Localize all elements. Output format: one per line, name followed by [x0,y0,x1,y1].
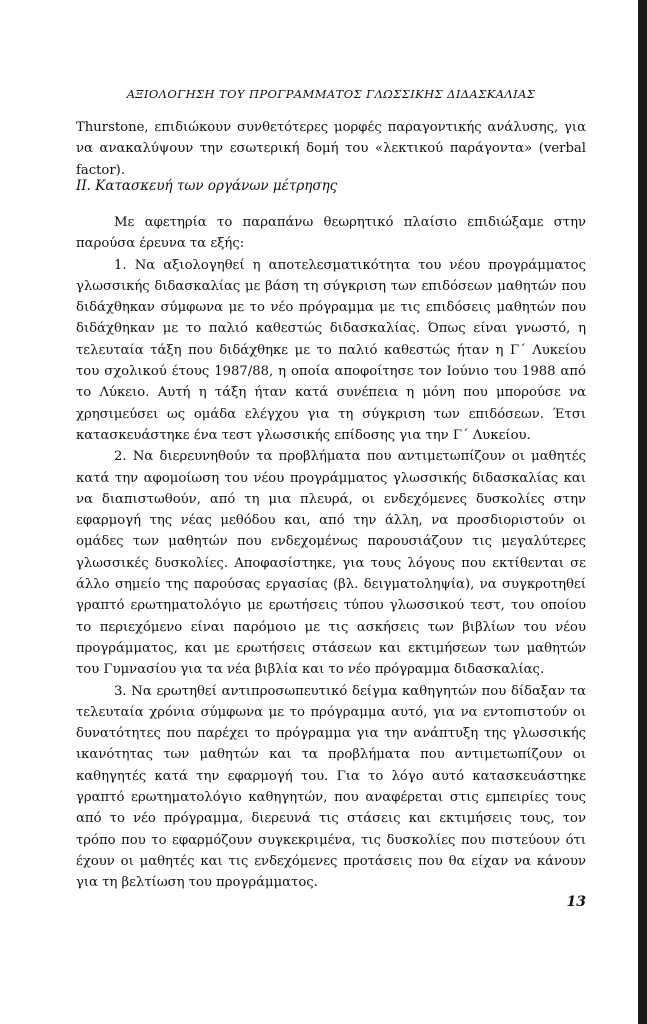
scan-edge [638,0,647,1024]
paragraph-item-1: 1. Να αξιολογηθεί η αποτελεσματικότητα του νέου προγράμματος γλωσσικής διδασκαλίας με βάση τη σύγκριση των επιδόσεων μαθητών που διδάχθηκαν σύμφωνα με το νέο πρόγραμμα με τις επιδόσεις μαθητών που διδάχθηκαν με το παλιό καθεστώς διδασκαλίας. Όπως είναι γνωστό, η τελευταία τάξη που διδάχθηκε με το παλιό καθεστώς ήταν η Γ΄ Λυκείου του σχολικού έτους 1987/88, η οποία αποφοίτησε τον Ιούνιο του 1988 από το Λύκειο. Αυτή η τάξη ήταν κατά συνέπεια η μόνη που μπορούσε να χρησιμεύσει ως ομάδα ελέγχου για τη σύγκριση των επιδόσεων. Έτσι κατασκευάστηκε ένα τεστ γλωσσικής επίδοσης για την Γ΄ Λυκείου. [76,257,586,443]
paragraph-item-2: 2. Να διερευνηθούν τα προβλήματα που αντιμετωπίζουν οι μαθητές κατά την αφομοίωση του νέου προγράμματος γλωσσικής διδασκαλίας και να διαπιστωθούν, από τη μια πλευρά, οι ενδεχόμενες δυσκολίες στην εφαρμογή της νέας μεθόδου και, από την άλλη, να προσδιοριστούν οι ομάδες των μαθητών που ενδεχομένως παρουσιάζουν τις μεγαλύτερες γλωσσικές δυσκολίες. Αποφασίστηκε, για τους λόγους που εκτίθενται σε άλλο σημείο της παρούσας εργασίας (βλ. δειγματοληψία), να συγκροτηθεί γραπτό ερωτηματολόγιο με ερωτήσεις τύπου γλωσσικού τεστ, του οποίου το περιεχόμενο είναι παρόμοιο με τις ασκήσεις των βιβλίων του νέου προγράμματος, και με ερωτήσεις στάσεων και εκτιμήσεων των μαθητών του Γυμνασίου για τα νέα βιβλία και το νέο πρόγραμμα διδασκαλίας. [76,449,586,678]
intro-paragraph: Thurstone, επιδιώκουν συνθετότερες μορφές παραγοντικής ανάλυσης, για να ανακαλύψουν την εσωτερική δομή του «λεκτικού παράγοντα» (verbal factor). [76,120,586,178]
section-heading: ΙΙ. Κατασκευή των οργάνων μέτρησης [76,178,338,194]
body-text [76,212,586,894]
page-number: 13 [566,894,586,910]
running-head: ΑΞΙΟΛΟΓΗΣΗ ΤΟΥ ΠΡΟΓΡΑΜΜΑΤΟΣ ΓΛΩΣΣΙΚΗΣ ΔΙΔΑΣΚΑΛΙΑΣ [126,87,536,101]
paragraph-item-3: 3. Να ερωτηθεί αντιπροσωπευτικό δείγμα καθηγητών που δίδαξαν τα τελευταία χρόνια σύμφωνα με το πρόγραμμα αυτό, για να εντοπιστούν οι δυνατότητες που παρέχει το πρόγραμμα για την ανάπτυξη της γλωσσικής ικανότητας των μαθητών και τα προβλήματα που αντιμετωπίζουν οι καθηγητές κατά την εφαρμογή του. Για το λόγο αυτό κατασκευάστηκε γραπτό ερωτηματολόγιο καθηγητών, που αναφέρεται στις εμπειρίες τους από το νέο πρόγραμμα, διερευνά τις στάσεις και εκτιμήσεις τους, τον τρόπο που το εφαρμόζουν συγκεκριμένα, τις δυσκολίες που πιστεύουν ότι έχουν οι μαθητές και τις ενδεχόμενες προτάσεις που θα είχαν να κάνουν για τη βελτίωση του προγράμματος. [76,683,586,891]
paragraph-lead: Με αφετηρία το παραπάνω θεωρητικό πλαίσιο επιδιώξαμε στην παρούσα έρευνα τα εξής: [76,215,586,252]
intro-paragraph-block [76,117,586,181]
